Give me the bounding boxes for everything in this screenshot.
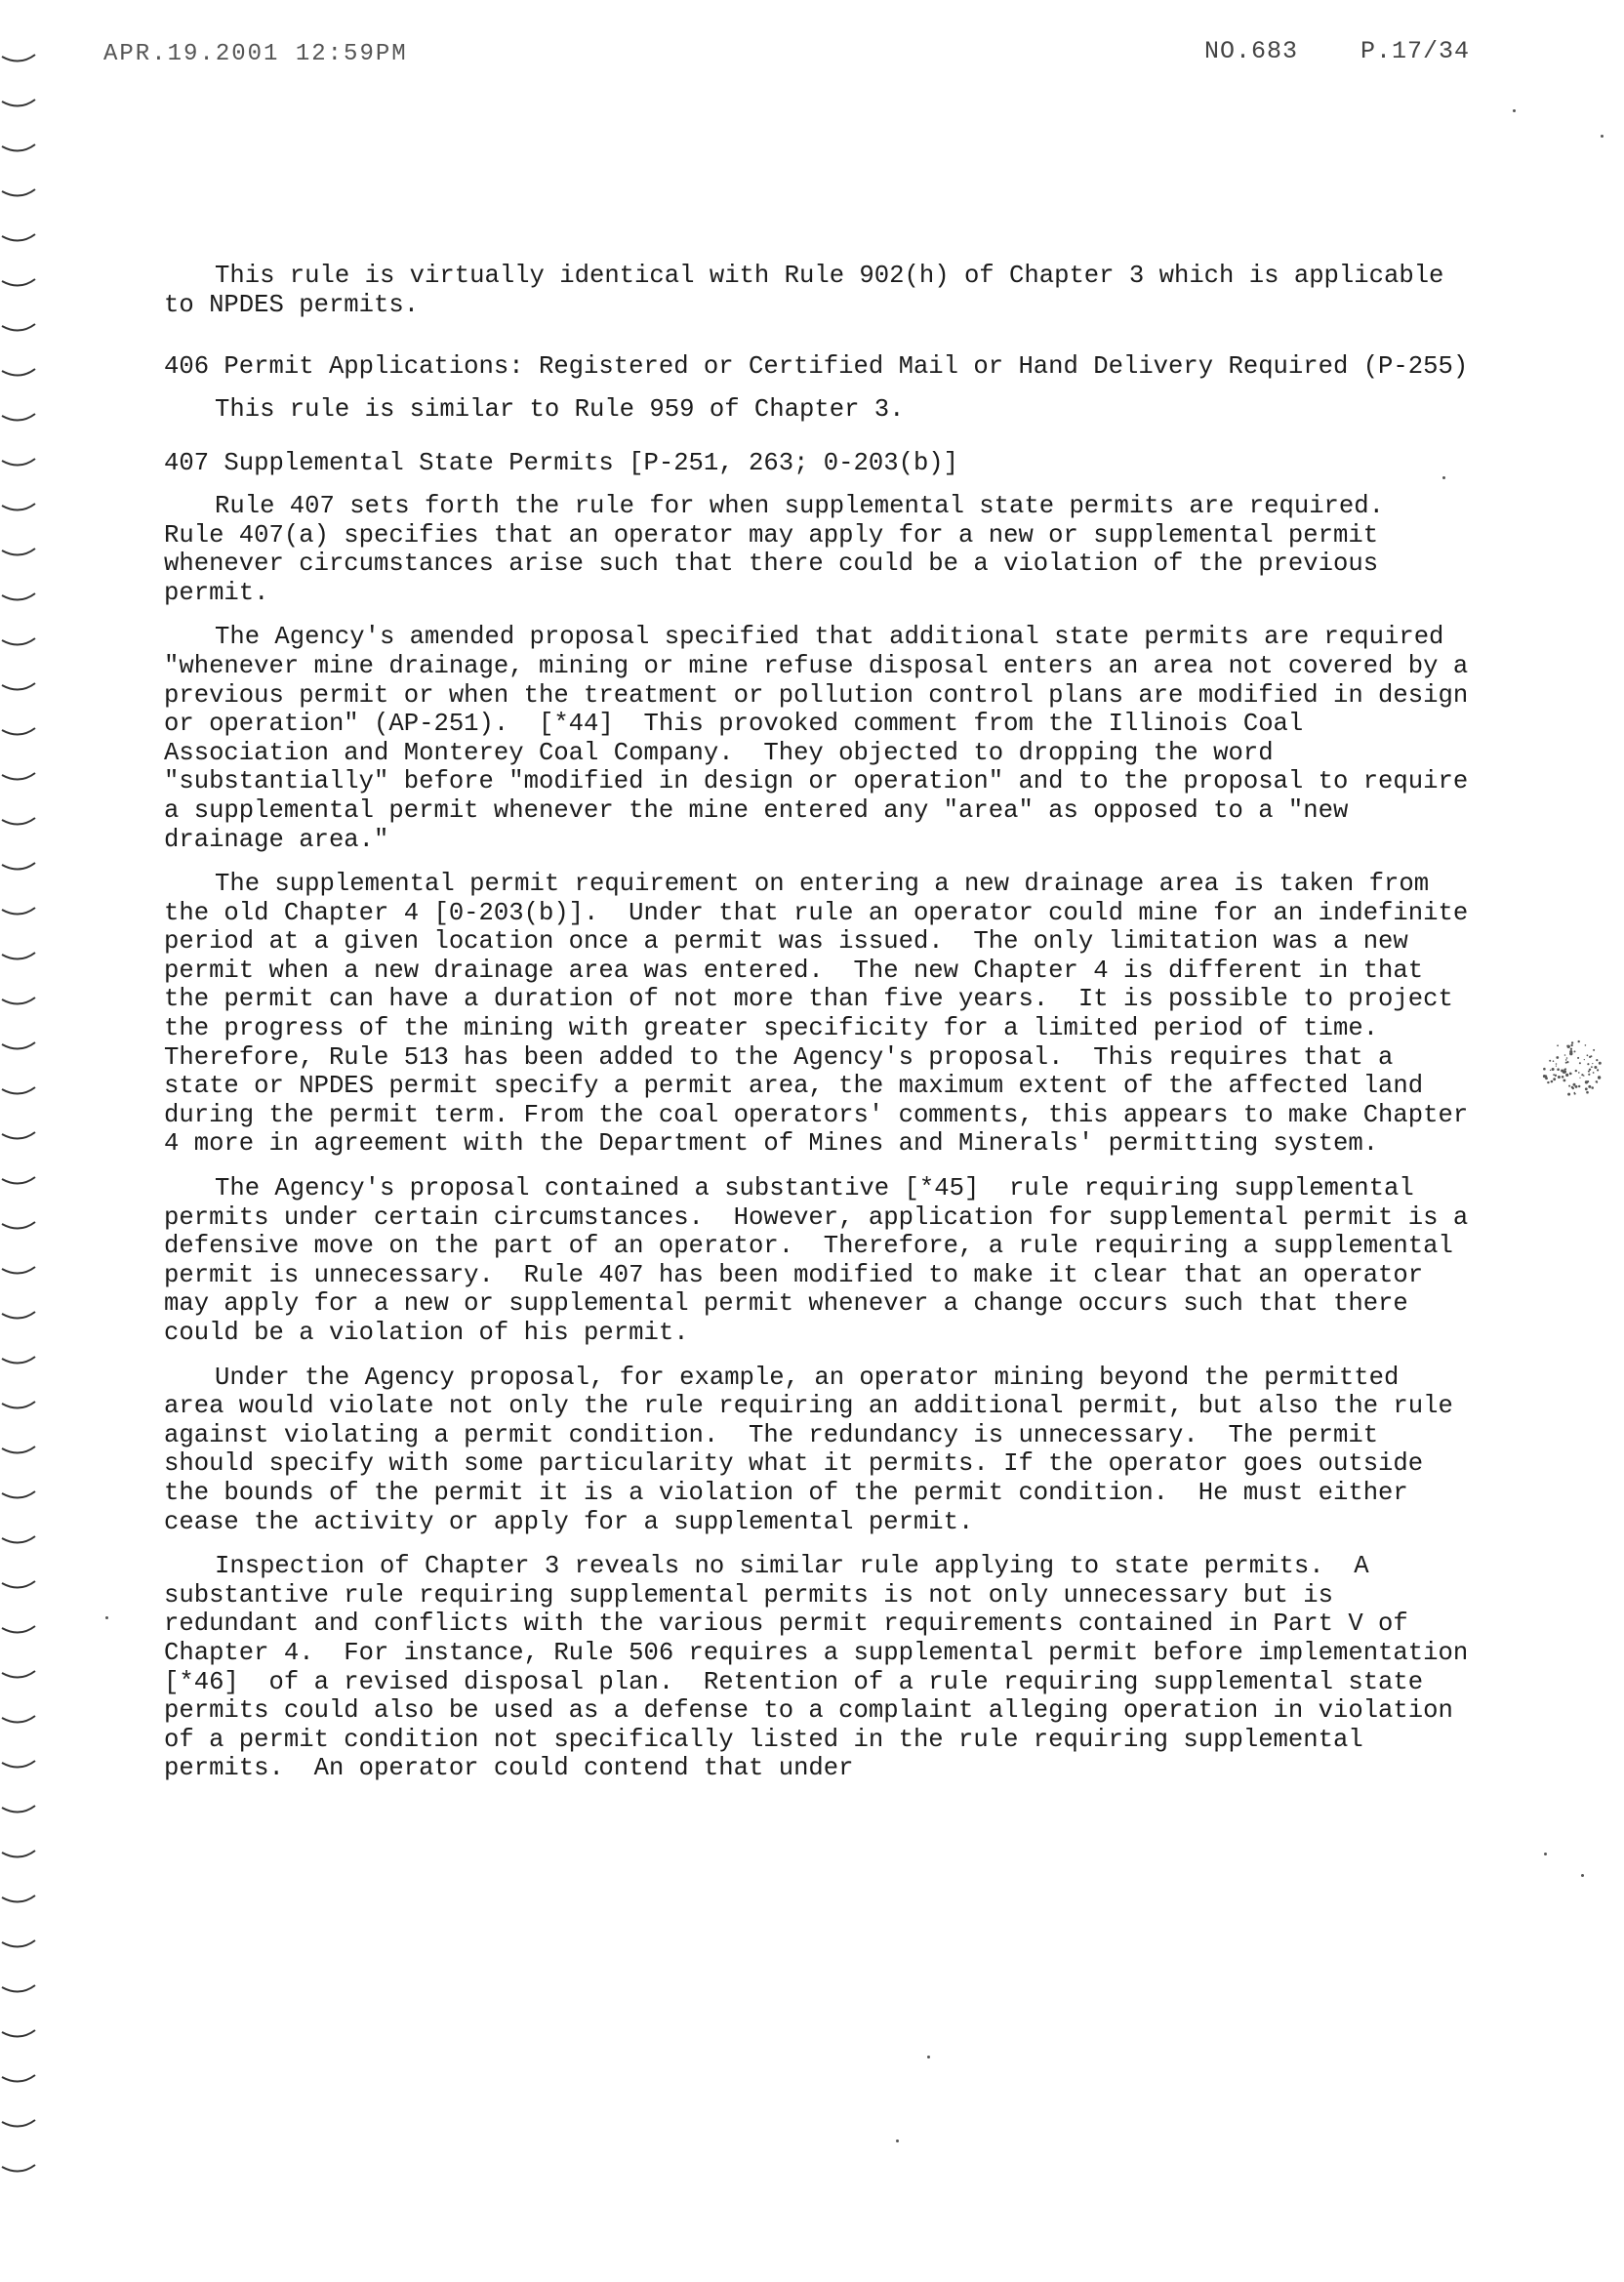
binding-mark <box>2 863 35 870</box>
binding-mark <box>2 1357 35 1364</box>
stamp-dot <box>1587 1063 1589 1065</box>
stamp-dot <box>1557 1044 1559 1046</box>
stamp-dot <box>1597 1069 1599 1071</box>
binding-mark <box>2 1716 35 1723</box>
stamp-dot <box>1553 1060 1555 1062</box>
stamp-dot <box>1598 1076 1601 1079</box>
scan-speck <box>105 1616 108 1619</box>
paragraph-substantive-rule: The Agency's proposal contained a substantive [*45] rule requiring supplemental permits under certain circumstances. However, application for supplemental permit is a defensive move on the part of an operator. Therefore, a rule requiring a supplemental permit is unnecessary. Rule 407 has been modified to make it clear that an operator may apply for a new or supplemental permit whenever a change occurs such that there could be a violation of his permit. <box>164 1174 1483 1347</box>
binding-mark <box>2 2120 35 2127</box>
binding-mark <box>2 1447 35 1453</box>
binding-mark <box>2 459 35 466</box>
binding-mark <box>2 1671 35 1678</box>
binding-mark <box>2 234 35 241</box>
scan-speck <box>927 2056 930 2058</box>
binding-margin-marks <box>0 39 39 2186</box>
stamp-dot <box>1587 1054 1589 1056</box>
stamp-dot <box>1569 1073 1570 1074</box>
heading-rule-406: 406 Permit Applications: Registered or Certified Mail or Hand Delivery Required (P-255) <box>164 352 1469 382</box>
stamp-dot <box>1592 1063 1593 1064</box>
stamp-dot <box>1563 1080 1566 1082</box>
scan-speck <box>1544 1853 1547 1855</box>
scan-speck <box>1442 476 1445 479</box>
stamp-dot <box>1575 1086 1576 1087</box>
paragraph-rule-405-note: This rule is virtually identical with Rule 902(h) of Chapter 3 which is applicable to NPDES permits. <box>164 262 1459 319</box>
stamp-dot <box>1570 1048 1572 1050</box>
stamp-dot <box>1567 1093 1570 1096</box>
scan-speck <box>896 2139 899 2142</box>
binding-mark <box>2 773 35 780</box>
stamp-dot <box>1565 1074 1568 1077</box>
stamp-dot <box>1596 1081 1598 1083</box>
stamp-dot <box>1550 1070 1551 1071</box>
stamp-dot <box>1599 1062 1602 1065</box>
binding-mark <box>2 2030 35 2037</box>
stamp-dot <box>1551 1080 1554 1083</box>
stamp-dot <box>1586 1091 1589 1094</box>
stamp-dot <box>1593 1072 1595 1074</box>
binding-mark <box>2 638 35 645</box>
binding-mark <box>2 1581 35 1588</box>
stamp-dot <box>1585 1087 1588 1090</box>
stamp-dot <box>1557 1068 1560 1071</box>
stamp-dot <box>1553 1078 1556 1080</box>
stamp-dot <box>1588 1085 1591 1088</box>
binding-mark <box>2 728 35 735</box>
stamp-dot <box>1563 1070 1566 1073</box>
binding-mark <box>2 504 35 510</box>
fax-date-time: APR.19.2001 12:59PM <box>103 41 408 67</box>
stamp-dot <box>1578 1085 1580 1087</box>
binding-mark <box>2 189 35 196</box>
stamp-dot <box>1565 1062 1567 1064</box>
binding-mark <box>2 1940 35 1947</box>
binding-mark <box>2 1536 35 1543</box>
stamp-dot <box>1549 1060 1551 1062</box>
binding-mark <box>2 2075 35 2082</box>
stamp-dot <box>1558 1076 1561 1079</box>
stamp-dot <box>1588 1074 1590 1076</box>
stamp-dot <box>1573 1083 1576 1086</box>
stamp-dot <box>1555 1075 1557 1077</box>
binding-mark <box>2 1626 35 1633</box>
paragraph-chapter-3-inspection: Inspection of Chapter 3 reveals no similar rule applying to state permits. A substantive rule requiring supplemental permits is not only unnecessary but is redundant and conflicts with the various permit requirements contained in Part V of Chapter 4. For instance, Rule 506 requires a supplemental permit before implementation [*46] of a revised disposal plan. Retention of a rule requiring supplemental state permits could also be used as a defense to a complaint alleging operation in violation of a permit condition not specifically listed in the rule requiring supplemental permits. An operator could contend that under <box>164 1552 1483 1783</box>
stamp-dot <box>1571 1086 1573 1088</box>
binding-mark <box>2 593 35 600</box>
stamp-dot <box>1556 1056 1559 1059</box>
binding-mark <box>2 908 35 915</box>
stamp-dot <box>1574 1093 1576 1095</box>
binding-mark <box>2 100 35 106</box>
binding-mark <box>2 1267 35 1274</box>
stamp-dot <box>1567 1045 1570 1048</box>
stamp-dot <box>1570 1044 1572 1046</box>
binding-mark <box>2 414 35 421</box>
stamp-dot <box>1552 1068 1555 1071</box>
stamp-dot <box>1587 1080 1589 1082</box>
binding-mark <box>2 1851 35 1857</box>
stamp-dot <box>1568 1085 1570 1087</box>
scan-speck <box>1513 109 1516 112</box>
binding-mark <box>2 1132 35 1139</box>
binding-mark <box>2 549 35 555</box>
stamp-dot <box>1583 1075 1584 1076</box>
binding-mark <box>2 818 35 825</box>
stamp-dot <box>1585 1044 1587 1046</box>
paragraph-drainage-area: The supplemental permit requirement on entering a new drainage area is taken from the old Chapter 4 [0-203(b)]. Under that rule an operator could mine for an indefinite period at a given location once a permit was issued. The only limitation was a new permit when a new drainage area was entered. The new Chapter 4 is different in that the permit can have a duration of not more than five years. It is possible to project the progress of the mining with greater specificity for a limited period of time. Therefore, Rule 513 has been added to the Agency's proposal. This requires that a state or NPDES permit specify a permit area, the maximum extent of the affected land during the permit term. From the coal operators' comments, this appears to make Chapter 4 more in agreement with the Department of Mines and Minerals' permitting system. <box>164 870 1483 1159</box>
fax-number: NO.683 <box>1204 37 1299 65</box>
binding-mark <box>2 2165 35 2172</box>
stamp-dot <box>1593 1049 1595 1051</box>
binding-mark <box>2 1042 35 1049</box>
paragraph-rule-406-note: This rule is similar to Rule 959 of Chapter 3. <box>215 394 905 424</box>
stamp-dot <box>1591 1066 1593 1068</box>
stamp-dot <box>1577 1057 1579 1059</box>
stamp-dot <box>1579 1062 1581 1064</box>
stamp-dot <box>1589 1069 1591 1071</box>
heading-rule-407: 407 Supplemental State Permits [P-251, 263; 0-203(b)] <box>164 449 959 478</box>
fax-page-number: P.17/34 <box>1360 37 1471 65</box>
paragraph-rule-407-intro: Rule 407 sets forth the rule for when supplemental state permits are required. Rule 407(a) specifies that an operator may apply for a new or supplemental permit whenever circumstances arise such that there could be a violation of the previous permit. <box>164 491 1414 607</box>
stamp-dot <box>1556 1063 1558 1065</box>
binding-mark <box>2 1222 35 1229</box>
binding-mark <box>2 324 35 331</box>
binding-mark <box>2 369 35 376</box>
binding-mark <box>2 1087 35 1094</box>
stamp-dot <box>1547 1081 1549 1083</box>
scan-speck <box>1581 1874 1584 1877</box>
binding-mark <box>2 279 35 286</box>
stamp-dot <box>1571 1041 1573 1043</box>
scan-noise-stamp <box>1538 1035 1606 1103</box>
binding-mark <box>2 1312 35 1319</box>
binding-mark <box>2 55 35 61</box>
binding-mark <box>2 1402 35 1408</box>
stamp-dot <box>1562 1076 1564 1079</box>
stamp-dot <box>1584 1059 1585 1060</box>
binding-mark <box>2 1985 35 1992</box>
stamp-dot <box>1565 1059 1567 1061</box>
binding-mark <box>2 1177 35 1184</box>
binding-mark <box>2 1761 35 1768</box>
stamp-dot <box>1578 1040 1580 1042</box>
binding-mark <box>2 953 35 959</box>
stamp-dot <box>1556 1066 1557 1067</box>
scan-speck <box>1601 135 1604 138</box>
stamp-dot <box>1566 1057 1568 1059</box>
stamp-dot <box>1569 1050 1572 1053</box>
stamp-dot <box>1574 1050 1576 1052</box>
binding-mark <box>2 998 35 1004</box>
stamp-dot <box>1543 1068 1546 1071</box>
stamp-dot <box>1563 1069 1565 1071</box>
stamp-dot <box>1591 1086 1594 1089</box>
fax-page-info <box>1204 37 1470 65</box>
document-body <box>164 262 1483 1799</box>
stamp-dot <box>1596 1059 1598 1061</box>
binding-mark <box>2 683 35 690</box>
stamp-dot <box>1596 1067 1598 1069</box>
binding-mark <box>2 1491 35 1498</box>
stamp-dot <box>1579 1078 1580 1079</box>
binding-mark <box>2 1806 35 1813</box>
paragraph-agency-amended-proposal: The Agency's amended proposal specified that additional state permits are required "whenever mine drainage, mining or mine refuse disposal enters an area not covered by a previous permit or when the treatment or pollution control plans are modified in design or operation" (AP-251). [*44] This provoked comment from the Illinois Coal Association and Monterey Coal Company. They objected to dropping the word "substantially" before "modified in design or operation" and to the proposal to require a supplemental permit whenever the mine entered any "area" as opposed to a "new drainage area." <box>164 623 1483 854</box>
stamp-dot <box>1578 1072 1580 1074</box>
binding-mark <box>2 144 35 151</box>
binding-mark <box>2 1895 35 1902</box>
stamp-dot <box>1545 1077 1548 1080</box>
stamp-dot <box>1575 1070 1577 1072</box>
stamp-dot <box>1564 1054 1566 1056</box>
stamp-dot <box>1590 1055 1592 1057</box>
paragraph-redundancy: Under the Agency proposal, for example, an operator mining beyond the permitted area would violate not only the rule requiring an additional permit, but also the rule against violating a permit condition. The redundancy is unnecessary. The permit should specify with some particularity what it permits. If the operator goes outside the bounds of the permit it is a violation of the permit condition. He must either cease the activity or apply for a supplemental permit. <box>164 1363 1469 1536</box>
